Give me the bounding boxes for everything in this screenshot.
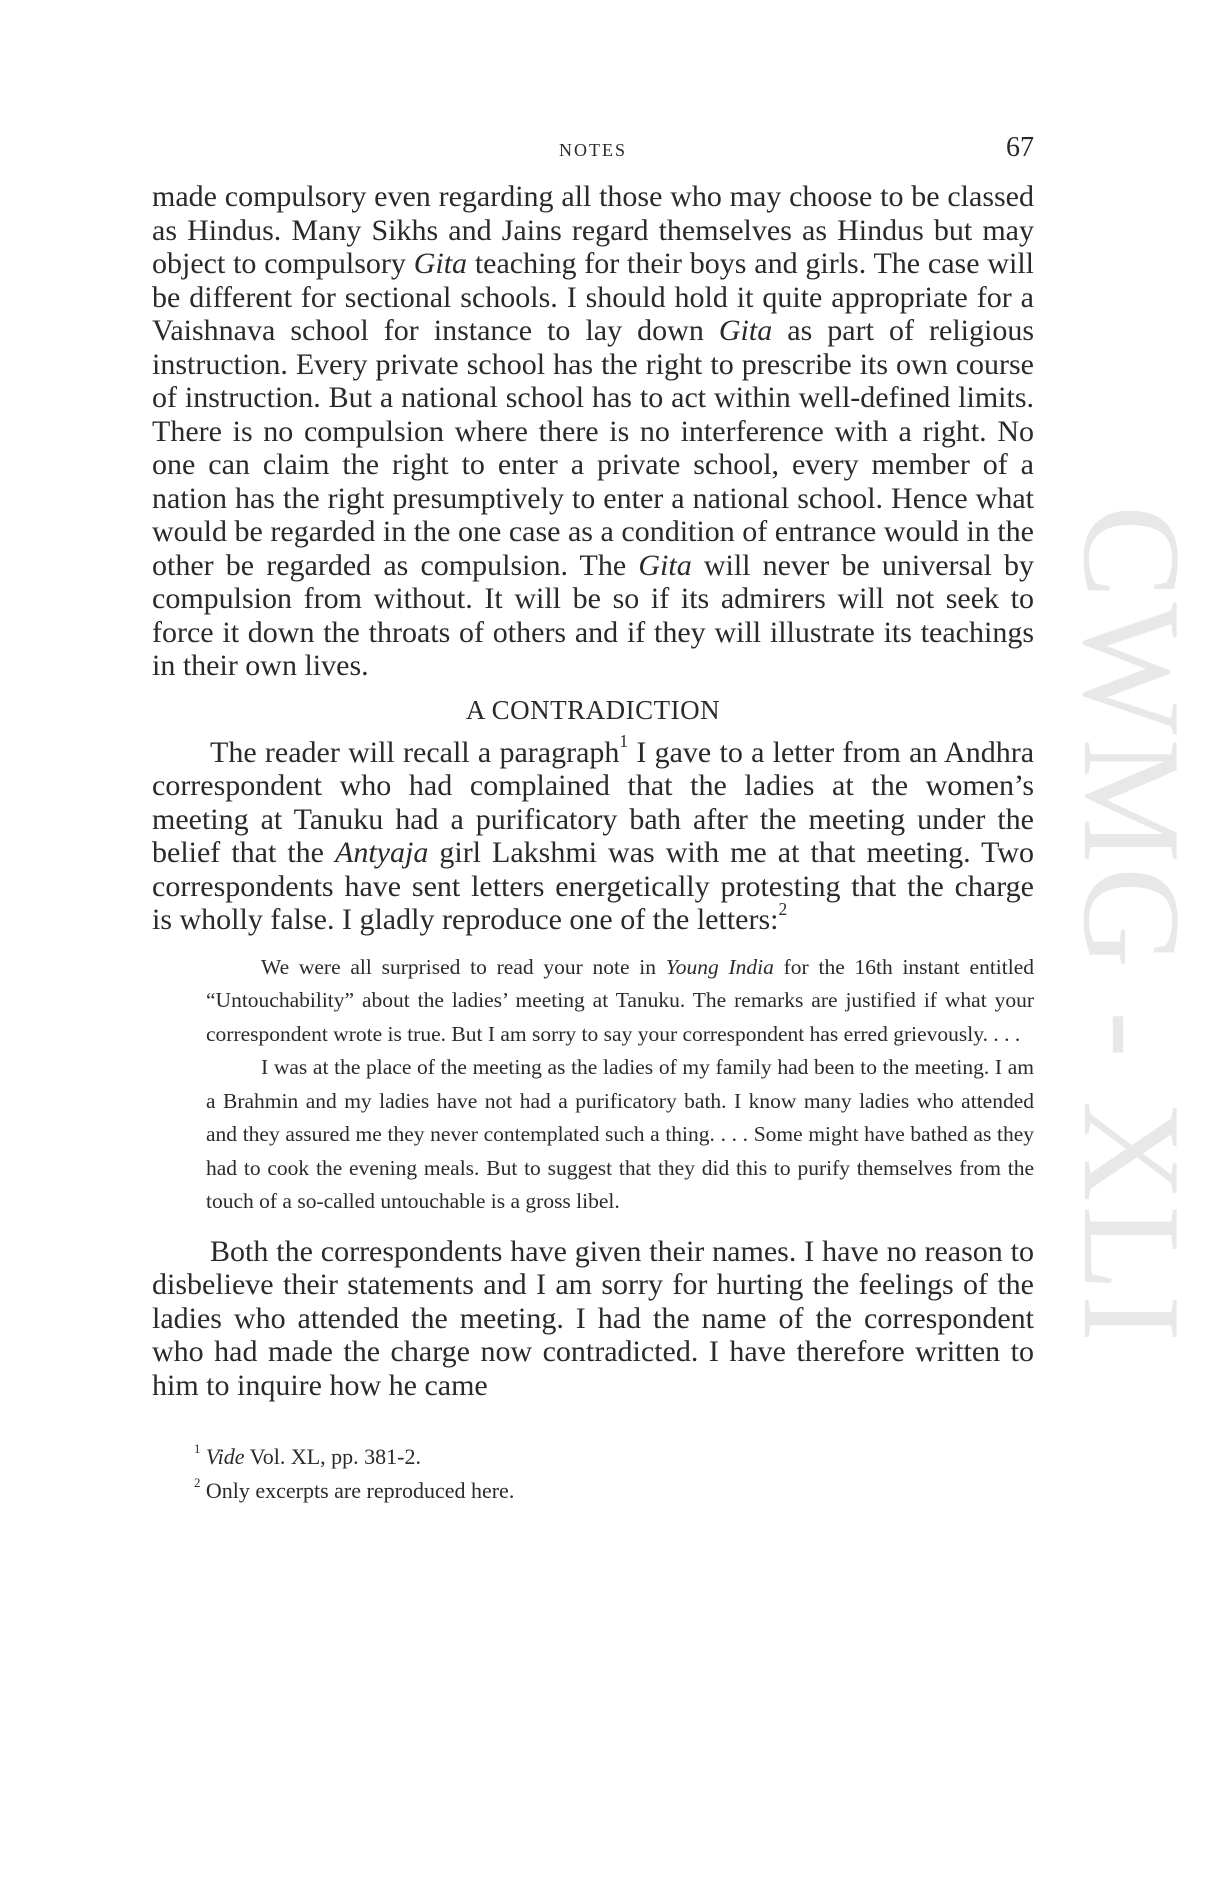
- italic-term: Antyaja: [335, 836, 429, 869]
- italic-term: Young India: [665, 954, 774, 979]
- page-header: [152, 132, 1034, 166]
- text-run: as part of religious instruction. Every private school has the right to prescribe its own course of instruction. But a national school has to act within well-defined limits. There is no compulsion where there is no interference with a right. No one can claim the right to enter a private school, every member of a nation has the right presumptively to enter a national school. Hence what would be regarded in the one case as a condition of entrance would in the other be regarded as compulsion. The: [152, 314, 1035, 582]
- italic-term: Gita: [638, 548, 692, 582]
- footnote-mark: 2: [194, 1476, 201, 1491]
- footnote-mark: 1: [194, 1442, 201, 1457]
- page-number: 67: [1006, 132, 1034, 163]
- quoted-letter: [206, 951, 1034, 1219]
- text-run: girl Lakshmi was with me at that meeting. Two correspondents have sent letters energetically protesting that the charge is wholly false. I gladly reproduce one of the letters:: [152, 836, 1034, 936]
- text-run: teaching for their boys and girls. The case will be different for sectional schools. I should hold it quite appropriate for a Vaishnava school for instance to lay down: [152, 247, 1034, 347]
- footnote-text: Vol. XL, pp. 381-2.: [244, 1444, 421, 1469]
- section-title: A CONTRADICTION: [465, 694, 721, 725]
- text-run: I gave to a letter from an Andhra correspondent who had complained that the ladies at the women’s meeting at Tanuku had a purificatory bath after the meeting under the belief that the: [152, 735, 1035, 869]
- page-body: [152, 180, 1034, 1508]
- footnote-ref[interactable]: 2: [778, 898, 788, 919]
- running-head: NOTES: [559, 140, 627, 160]
- footnote-italic: Vide: [205, 1444, 245, 1469]
- letter-paragraph-2: I was at the place of the meeting as the ladies of my family had been to the meeting. I am a Brahmin and my ladies have not had a purificatory bath. I know many ladies who attended and they assured me they never contemplated such a thing. . . . Some might have bathed as they had to cook the evening meals. But to suggest that they did this to purify themselves from the touch of a so-called untouchable is a gross libel.: [206, 1055, 1034, 1213]
- footnote-text: Only excerpts are reproduced here.: [200, 1478, 515, 1503]
- text-run: We were all surprised to read your note in: [261, 954, 666, 979]
- letter-paragraph-1: [206, 951, 1034, 1052]
- paragraph-gita-teaching: [152, 180, 1034, 683]
- footnotes: [194, 1440, 1034, 1508]
- footnote-2: [194, 1474, 1034, 1508]
- text-run: will never be universal by compulsion from without. It will be so if its admirers will not seek to force it down the throats of others and if they will illustrate its teachings in their own lives.: [152, 548, 1035, 682]
- watermark-text: CWMG - XLI: [1054, 505, 1209, 1346]
- italic-term: Gita: [413, 247, 468, 280]
- paragraph-contradiction-intro: [152, 731, 1035, 937]
- text-run: The reader will recall a paragraph: [210, 735, 620, 769]
- paragraph-conclusion: Both the correspondents have given their names. I have no reason to disbelieve their statements and I am sorry for hurting the feelings of the ladies who attended the meeting. I had the name of the correspondent who had made the charge now contradicted. I have therefore written to him to inquire how he came: [152, 1234, 1034, 1402]
- text-run: made compulsory even regarding all those who may choose to be classed as Hindus. Many Sikhs and Jains regard themselves as Hindus but may object to compulsory: [152, 180, 1034, 280]
- text-run: for the 16th instant entitled “Untouchability” about the ladies’ meeting at Tanuku. The remarks are justified if what your correspondent wrote is true. But I am sorry to say your correspondent has erred grievously. . . .: [206, 954, 1035, 1046]
- watermark: [1030, 500, 1209, 1400]
- footnote-1: [194, 1440, 1034, 1474]
- footnote-ref[interactable]: 1: [619, 731, 629, 752]
- italic-term: Gita: [718, 314, 773, 347]
